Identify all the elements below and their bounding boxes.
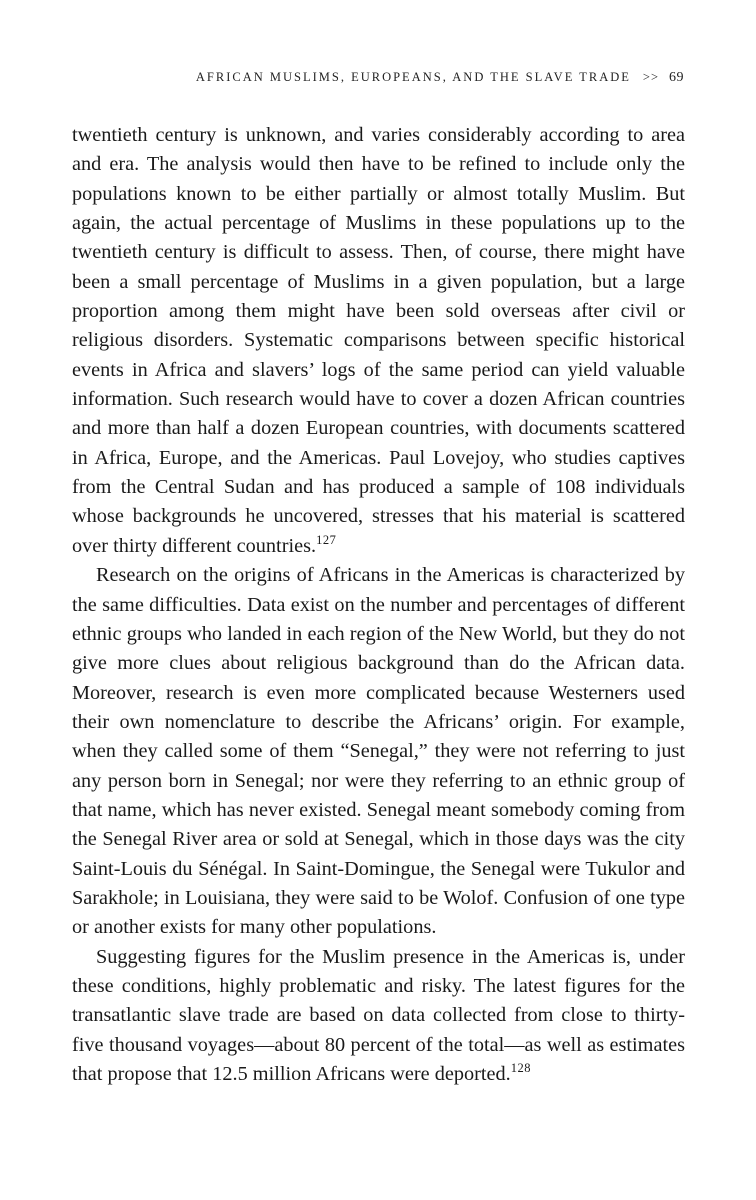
footnote-ref-127[interactable]: 127 <box>316 533 337 548</box>
paragraph-2-text: Research on the origins of Africans in the Americas is characterized by the same difficulties. Data exist on the number and percentages of different ethnic groups who landed in each region of the New World, but they do not give more clues about religious background than do the African data. Moreover, research is even more complicated because Westerners used their own nomenclature to describe the Africans’ origin. For example, when they called some of them “Senegal,” they were not referring to just any person born in Senegal; nor were they referring to an ethnic group of that name, which has never existed. Senegal meant somebody coming from the Senegal River area or sold at Senegal, which in those days was the city Saint-Louis du Sénégal. In Saint-Domingue, the Senegal were Tukulor and Sarakhole; in Louisiana, they were said to be Wolof. Confusion of one type or another exists for many other populations. <box>72 564 685 939</box>
running-head-separator: >> <box>642 70 659 84</box>
page-number: 69 <box>669 70 684 85</box>
paragraph-3-text: Suggesting figures for the Muslim presence in the Americas is, under these conditions, highly problematic and risky. The latest figures for the transatlantic slave trade are based on data collected from close to thirty-five thousand voyages—about 80 percent of the total—as well as estimates that propose that 12.5 million Africans were deported. <box>72 945 685 1085</box>
paragraph-2 <box>72 561 685 942</box>
paragraph-3 <box>72 943 685 1090</box>
paragraph-1 <box>72 121 685 561</box>
footnote-ref-128[interactable]: 128 <box>510 1061 531 1076</box>
body-text <box>72 121 685 1089</box>
running-head <box>72 70 684 86</box>
paragraph-1-text: twentieth century is unknown, and varies considerably according to area and era. The analysis would then have to be refined to include only the populations known to be either partially or almost totally Muslim. But again, the actual percentage of Muslims in these populations up to the twentieth century is difficult to assess. Then, of course, there might have been a small percentage of Muslims in a given population, but a large proportion among them might have been sold overseas after civil or religious disorders. Systematic comparisons between specific historical events in Africa and slavers’ logs of the same period can yield valuable information. Such research would have to cover a dozen African countries and more than half a dozen European countries, with documents scattered in Africa, Europe, and the Americas. Paul Lovejoy, who studies captives from the Central Sudan and has produced a sample of 108 individuals whose backgrounds he uncovered, stresses that his material is scattered over thirty different countries. <box>72 124 685 557</box>
running-title: AFRICAN MUSLIMS, EUROPEANS, AND THE SLAVE TRADE <box>195 70 631 84</box>
